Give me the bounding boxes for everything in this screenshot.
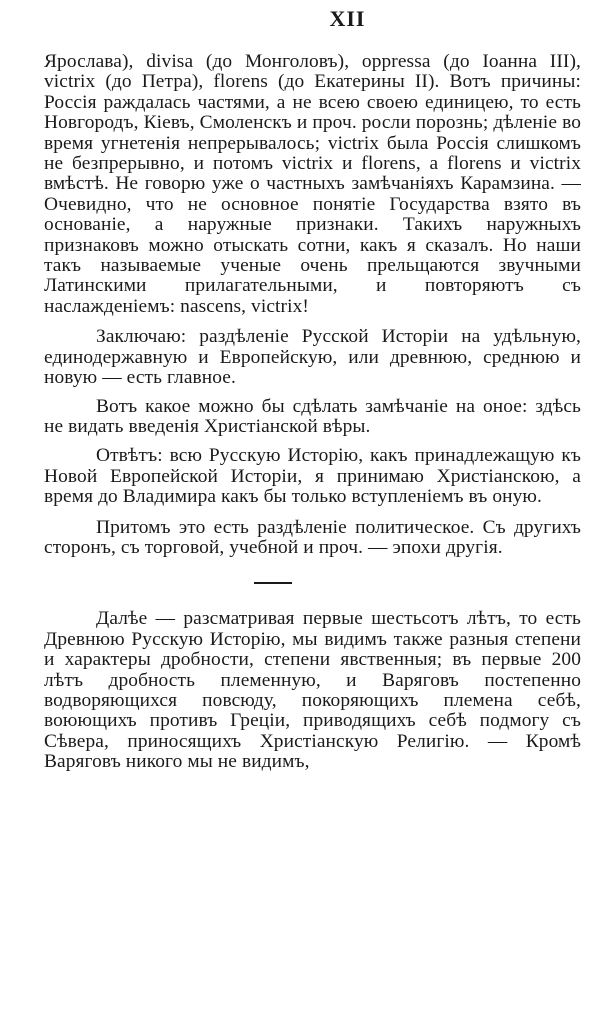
paragraph-answer: Отвѣтъ: всю Русскую Исторію, какъ принадлежащую къ Новой Европейской Исторіи, я принимаю Христіанскою, а время до Владимира какъ бы только вступленіемъ въ оную. — [44, 445, 581, 508]
paragraph-ancient-history: Далѣе — разсматривая первые шестьсотъ лѣтъ, то есть Древнюю Русскую Исторію, мы видимъ также разныя степени и характеры дробности, степени явственныя; въ первые 200 лѣтъ дробность племенную, и Варяговъ постепенно водворяющихся повсюду, покоряющихъ племена себѣ, воюющихъ противъ Греціи, приводящихъ себѣ подмогу съ Сѣвера, приносящихъ Христіанскую Религію. — Кромѣ Варяговъ никого мы не видимъ, — [44, 608, 581, 773]
paragraph-conclusion: Заключаю: раздѣленіе Русской Исторіи на удѣльную, единодержавную и Европейскую, или древнюю, среднюю и новую — есть главное. — [44, 326, 581, 389]
paragraph-continued: Ярослава), divisa (до Монголовъ), oppressa (до Іоанна III), victrix (до Петра), florens (до Екатерины II). Вотъ причины: Россія раждалась частями, а не всею своею единицею, то есть Новгородъ, Кіевъ, Смоленскъ и проч. росли порознь; дѣленіе во время угнетенія непрерывалось; victrix была Россія слишкомъ не безпрерывно, и потомъ victrix и florens, а florens и victrix вмѣстѣ. Не говорю уже о частныхъ замѣчаніяхъ Карамзина. — Очевидно, что не основное понятіе Государства взято въ основаніе, а наружные признаки. Такихъ наружныхъ признаковъ можно отыскать сотни, какъ я сказалъ. Но наши такъ называемые ученые очень прельщаются звучными Латинскими прилагательными, и повторяютъ съ наслажденіемъ: nascens, victrix! — [44, 51, 581, 317]
paragraph-remark: Вотъ какое можно бы сдѣлать замѣчаніе на оное: здѣсь не видать введенія Христіанской вѣры. — [44, 395, 581, 437]
section-divider — [44, 558, 581, 598]
paragraph-political-division: Притомъ это есть раздѣленіе политическое. Съ другихъ сторонъ, съ торговой, учебной и проч. — эпохи другія. — [44, 516, 581, 558]
divider-rule — [254, 582, 292, 584]
page-number: XII — [329, 6, 366, 31]
